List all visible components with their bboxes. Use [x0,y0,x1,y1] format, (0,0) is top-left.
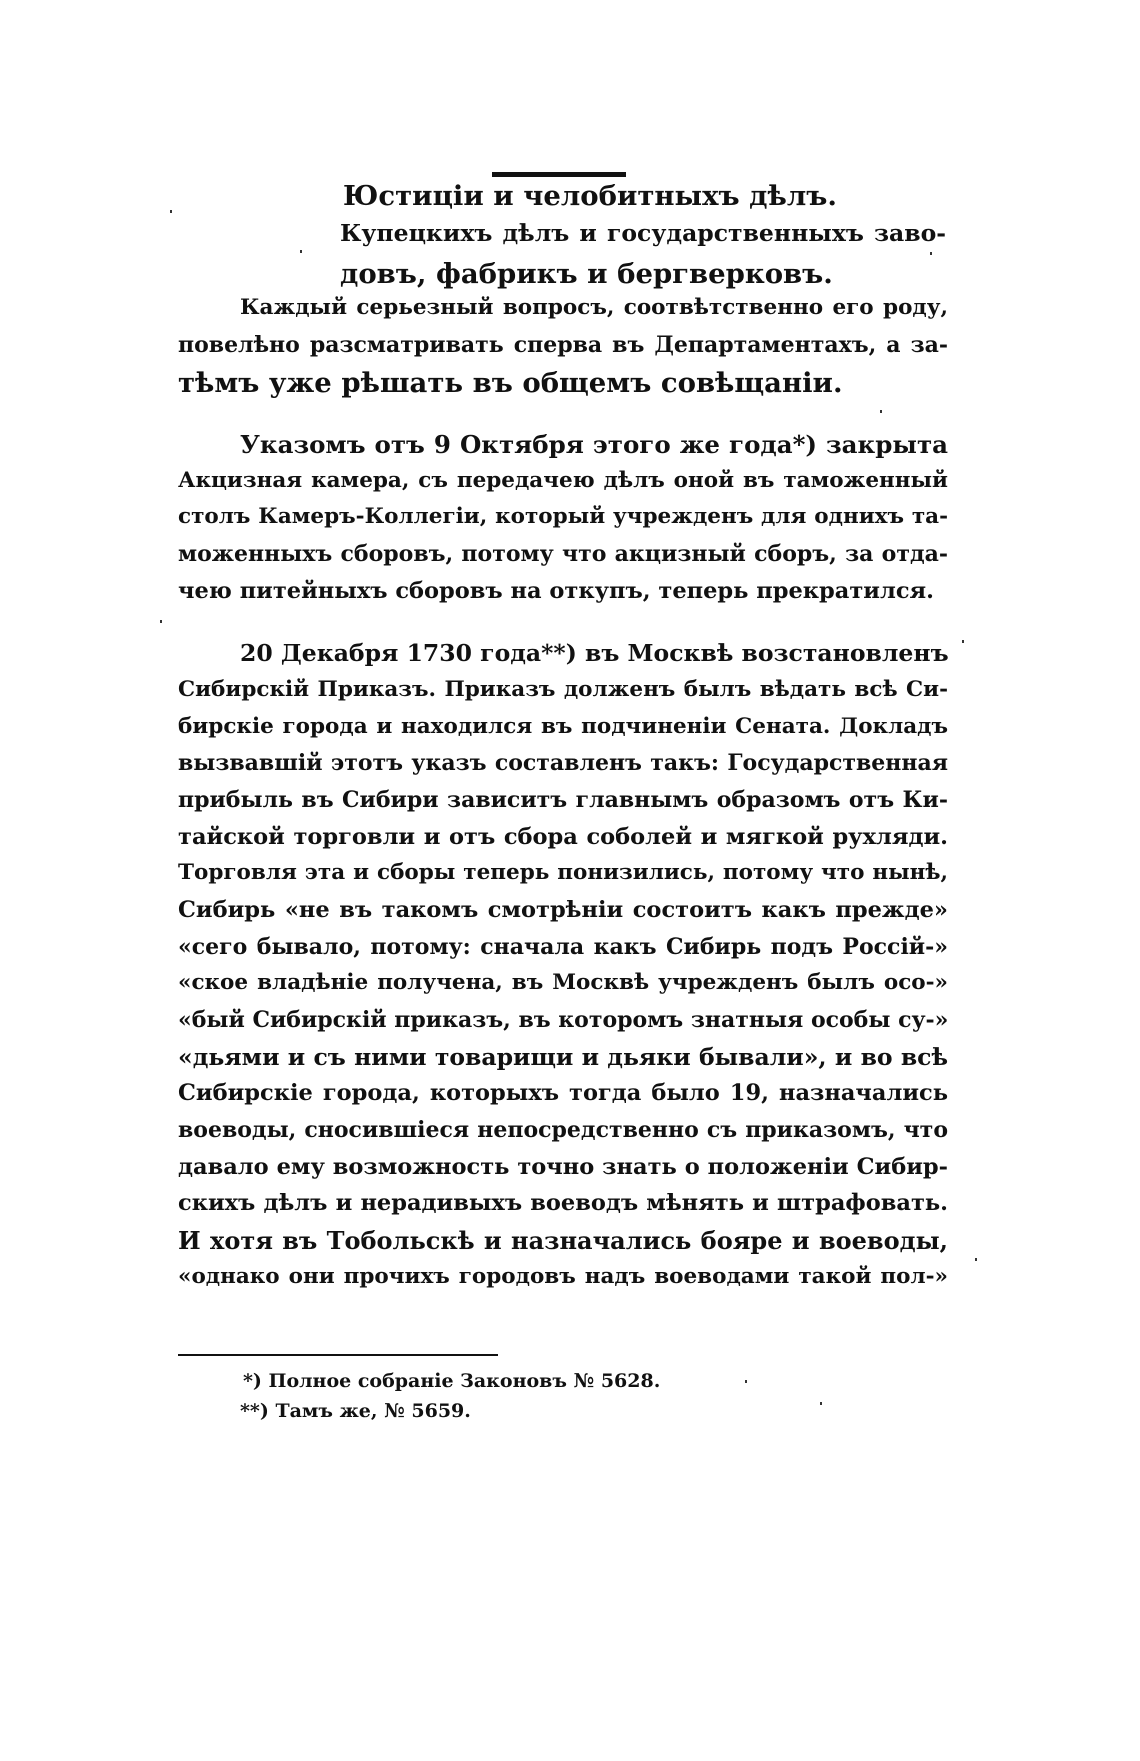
paragraph-line: Указомъ отъ 9 Октября этого же года*) закрыта [240,430,948,459]
paragraph-line: 20 Декабря 1730 года**) въ Москвѣ возстановленъ [240,639,949,667]
scan-speck [170,210,172,213]
paragraph-line: «дьями и съ ними товарищи и дьяки бывали», и во всѣ [178,1043,948,1071]
paragraph-line: давало ему возможность точно знать о положеніи Сибир- [178,1154,948,1180]
paragraph-line: И хотя въ Тобольскѣ и назначались бояре и воеводы, [178,1226,948,1255]
paragraph-line: Сибирскій Приказъ. Приказъ долженъ былъ вѣдать всѣ Си- [178,677,948,702]
paragraph-line: воеводы, сносившіеся непосредственно съ приказомъ, что [178,1117,948,1143]
paragraph-line: скихъ дѣлъ и нерадивыхъ воеводъ мѣнять и штрафовать. [178,1190,948,1216]
paragraph-line: повелѣно разсматривать сперва въ Департаментахъ, а за- [178,332,948,358]
paragraph-line: «ское владѣніе получена, въ Москвѣ учрежденъ былъ осо-» [178,970,948,995]
top-ornament-rule [492,172,626,177]
scan-speck [962,640,964,643]
footnote-rule [178,1354,498,1356]
paragraph-line: столъ Камеръ-Коллегіи, который учрежденъ для однихъ та- [178,504,948,529]
footnote: **) Тамъ же, № 5659. [240,1400,471,1422]
paragraph-line: «однако они прочихъ городовъ надъ воеводами такой пол-» [178,1264,948,1289]
paragraph-line: Торговля эта и сборы теперь понизились, потому что нынѣ, [178,860,948,885]
footnote: *) Полное собраніе Законовъ № 5628. [243,1370,661,1392]
paragraph-line: «бый Сибирскій приказъ, въ которомъ знатныя особы су-» [178,1007,949,1033]
paragraph-line: Сибирскіе города, которыхъ тогда было 19, назначались [178,1080,948,1106]
paragraph-line: бирскіе города и находился въ подчиненіи Сената. Докладъ [178,714,948,739]
header-line: Юстиціи и челобитныхъ дѣлъ. [343,180,837,212]
scan-speck [160,620,162,623]
scan-speck [930,252,932,255]
header-line: довъ, фабрикъ и бергверковъ. [340,258,833,290]
paragraph-line: Акцизная камера, съ передачею дѣлъ оной въ таможенный [178,468,948,493]
scan-speck [820,1402,822,1405]
paragraph-line: тайской торговли и отъ сбора соболей и мягкой рухляди. [178,824,948,850]
scan-speck [880,410,882,413]
paragraph-line: тѣмъ уже рѣшать въ общемъ совѣщаніи. [178,367,843,399]
scan-speck [745,1380,747,1383]
header-line: Купецкихъ дѣлъ и государственныхъ заво- [340,219,946,247]
paragraph-line: чею питейныхъ сборовъ на откупъ, теперь прекратился. [178,578,934,604]
paragraph-line: прибыль въ Сибири зависитъ главнымъ образомъ отъ Ки- [178,787,948,813]
scan-speck [300,250,302,253]
paragraph-line: Сибирь «не въ такомъ смотрѣніи состоитъ какъ прежде» [178,897,948,923]
paragraph-line: вызвавшій этотъ указъ составленъ такъ: Государственная [178,750,948,776]
scan-speck [975,1258,977,1261]
paragraph-line: моженныхъ сборовъ, потому что акцизный сборъ, за отда- [178,541,948,567]
paragraph-line: Каждый серьезный вопросъ, соотвѣтственно его роду, [240,295,948,320]
paragraph-line: «сего бывало, потому: сначала какъ Сибирь подъ Россій-» [178,934,948,960]
